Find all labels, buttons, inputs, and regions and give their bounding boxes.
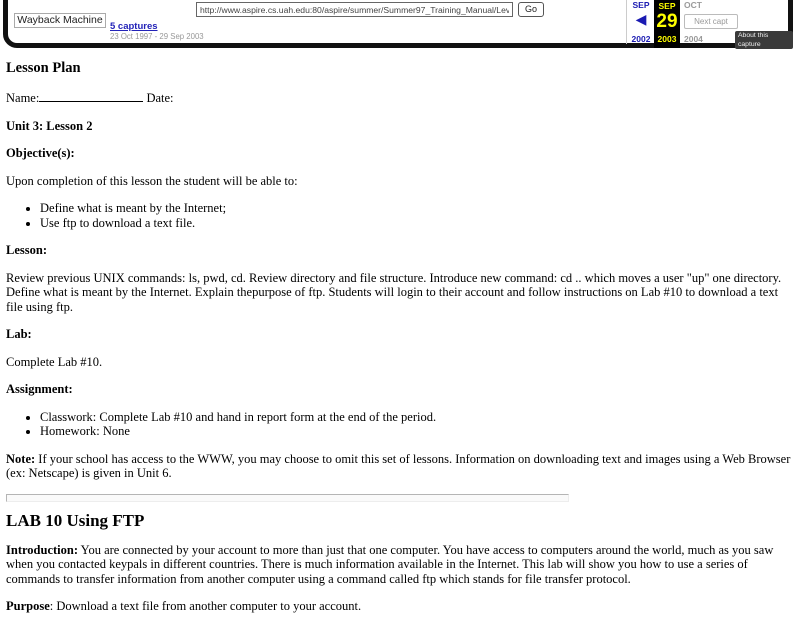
list-item: • Homework: None — [40, 424, 794, 439]
wayback-machine-logo[interactable]: Wayback Machine — [14, 13, 106, 28]
wayback-toolbar — [3, 0, 793, 48]
next-month-label: OCT — [684, 0, 702, 10]
captures-link[interactable]: 5 captures — [110, 21, 158, 32]
purpose-paragraph — [6, 599, 794, 614]
note-label: Note: — [6, 451, 36, 466]
calendar-divider — [626, 0, 627, 44]
date-label: Date: — [146, 91, 174, 105]
lab-heading: Lab: — [6, 327, 32, 341]
name-date-line — [6, 90, 794, 106]
current-capture-day: 29 — [656, 11, 678, 32]
current-month-label: SEP — [658, 1, 676, 11]
lesson-text: Review previous UNIX commands: ls, pwd, cd. Review directory and file structure. Introduce new command: cd .. which moves a user "up" one directory. Define what is meant by the Internet. Explain thepurpose of ftp. Students will login to their account and follow instructions on Lab #10 to download a text file using ftp. — [6, 270, 782, 314]
archived-document — [6, 60, 794, 627]
note-text: If your school has access to the WWW, you may choose to omit this set of lessons. Information on downloading text and images using a Web Browser (ex: Netscape) is given in Unit 6. — [6, 451, 791, 480]
name-label: Name: — [6, 91, 40, 105]
purpose-text: : Download a text file from another computer to your account. — [49, 599, 362, 613]
list-item: • Define what is meant by the Internet; — [40, 201, 794, 216]
objectives-list — [6, 201, 794, 230]
objectives-heading: Objective(s): — [6, 146, 75, 160]
go-button[interactable]: Go — [518, 2, 544, 17]
list-item: • Classwork: Complete Lab #10 and hand in report form at the end of the period. — [40, 410, 794, 425]
note-paragraph — [6, 452, 794, 481]
current-year-label: 2003 — [657, 34, 677, 44]
next-capture-button[interactable]: Next capt — [684, 14, 738, 29]
archive-url-input[interactable] — [196, 2, 513, 17]
introduction-label: Introduction: — [6, 542, 79, 557]
name-blank-line — [39, 90, 143, 102]
capture-date-range: 23 Oct 1997 - 29 Sep 2003 — [110, 32, 204, 41]
lab10-heading: LAB 10 Using FTP — [6, 510, 145, 530]
previous-capture-arrow-icon[interactable]: ◀ — [635, 11, 647, 27]
assignment-heading: Assignment: — [6, 382, 73, 396]
purpose-label: Purpose — [6, 599, 50, 613]
lab-text: Complete Lab #10. — [6, 354, 103, 369]
introduction-text: You are connected by your account to more than just that one computer. You have access to computers around the world, much as you saw when you contacted keypals in different countries. There is much information available in the Internet. This lab will show you how to use a series of commands to transfer information from another computer using a command called ftp which stands for file transfer protocol. — [6, 542, 774, 586]
lesson-heading: Lesson: — [6, 243, 47, 257]
objectives-intro: Upon completion of this lesson the student will be able to: — [6, 173, 298, 188]
page-title: Lesson Plan — [6, 60, 81, 76]
about-this-capture-tooltip[interactable]: About this capture — [735, 31, 793, 49]
assignment-list — [6, 410, 794, 439]
list-item: • Use ftp to download a text file. — [40, 216, 794, 231]
prev-year-link[interactable]: 2002 — [631, 34, 651, 44]
current-capture-column — [654, 0, 680, 48]
prev-month-label: SEP — [632, 0, 650, 10]
horizontal-rule — [6, 494, 569, 502]
next-year-label: 2004 — [684, 34, 703, 44]
unit-heading: Unit 3: Lesson 2 — [6, 118, 93, 133]
introduction-paragraph — [6, 543, 794, 587]
